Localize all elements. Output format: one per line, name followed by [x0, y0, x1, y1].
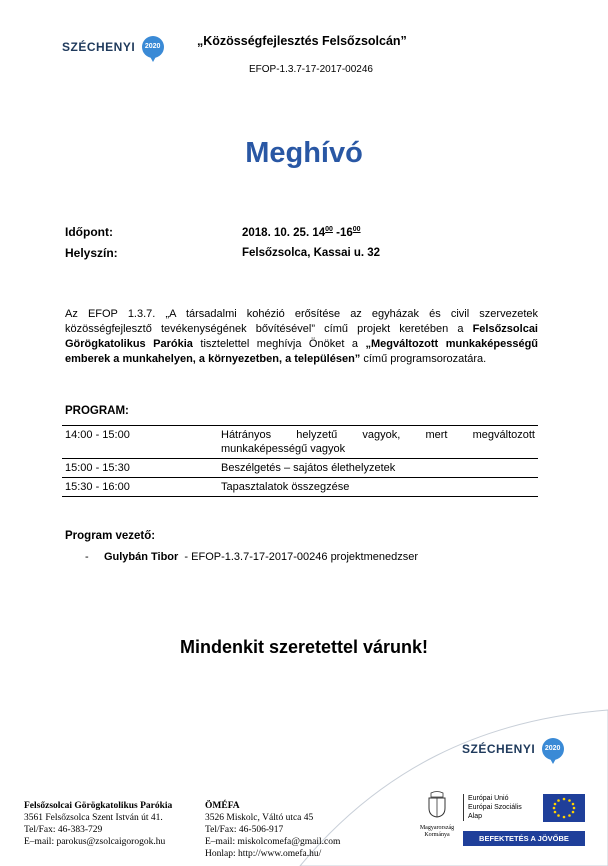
time-label: Időpont: — [65, 225, 113, 239]
logo-text: SZÉCHENYI — [62, 40, 136, 55]
program-heading: PROGRAM: — [65, 405, 129, 417]
map-pin-icon: 2020 — [142, 36, 164, 58]
project-title: „Közösségfejlesztés Felsőzsolcán” — [197, 34, 407, 48]
project-code: EFOP-1.3.7-17-2017-00246 — [249, 64, 373, 75]
leader-heading: Program vezető: — [65, 530, 156, 542]
intro-paragraph: Az EFOP 1.3.7. „A társadalmi kohézió erősítése az egyházak és civil szervezetek közösségfejlesztő tevékenységének bővítésével” című projekt keretében a Felsőzsolcai Görögkatolikus Parókia tisztelettel meghívja Önöket a „Megváltozott munkaképességű emberek a munkahelyen, a környezetben, a településen” című programsorozatára. — [65, 308, 539, 365]
table-row — [62, 459, 538, 478]
page-title: Meghívó — [245, 137, 363, 169]
footer-org2: ÖMÉFA 3526 Miskolc, Váltó utca 45 Tel/Fax: 46-506-917 E–mail: miskolcomefa@gmail.com Honlap: http://www.omefa.hu/ — [205, 801, 341, 859]
map-pin-icon: 2020 — [542, 738, 564, 760]
closing-text: Mindenkit szeretettel várunk! — [179, 637, 429, 657]
table-row — [62, 426, 538, 459]
szechenyi-logo-footer: SZÉCHENYI 2020 — [462, 738, 564, 760]
leader-line: - Gulybán Tibor - EFOP-1.3.7-17-2017-00246 projektmenedzser — [85, 551, 418, 563]
eu-logo: Európai Unió Európai Szociális Alap BEFEKTETÉS A JÖVŐBE — [463, 794, 585, 846]
table-row — [62, 478, 538, 497]
footer-org1: Felsőzsolcai Görögkatolikus Parókia 3561 Felsőzsolca Szent István út 41. Tel/Fax: 46-383-729 E–mail: parokus@zsolcaigorogok.hu — [24, 801, 173, 847]
program-time: 14:00 - 15:00 — [62, 426, 218, 459]
place-label: Helyszín: — [65, 246, 118, 260]
program-desc: Hátrányos helyzetű vagyok, mert megváltozott munkaképességű vagyok — [218, 426, 538, 459]
szechenyi-logo-header — [62, 36, 164, 58]
invest-banner: BEFEKTETÉS A JÖVŐBE — [463, 831, 585, 846]
place-value: Felsőzsolca, Kassai u. 32 — [242, 247, 381, 259]
program-time: 15:30 - 16:00 — [62, 478, 218, 497]
hungary-crest-icon: Magyarország Kormánya — [412, 790, 462, 839]
program-desc: Beszélgetés – sajátos élethelyzetek — [218, 459, 538, 478]
program-desc: Tapasztalatok összegzése — [218, 478, 538, 497]
program-table — [62, 425, 538, 497]
time-value: 2018. 10. 25. $14^{00}$ $-16^{00}$ — [242, 226, 361, 239]
program-time: 15:00 - 15:30 — [62, 459, 218, 478]
eu-flag-icon — [543, 794, 585, 822]
